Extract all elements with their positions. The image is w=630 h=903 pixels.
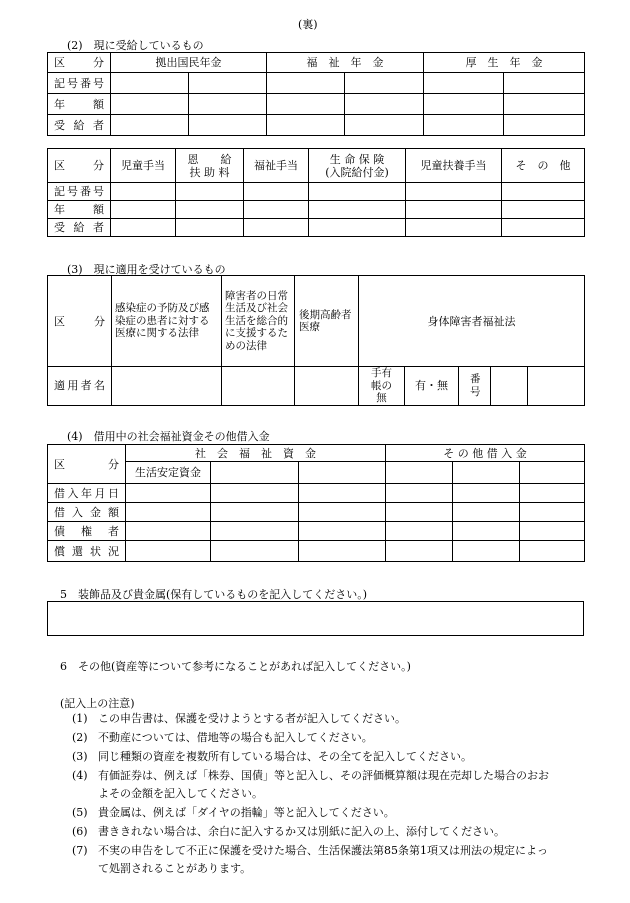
note-text: て処罰されることがあります。 bbox=[98, 862, 252, 875]
notes-title: (記入上の注意) bbox=[60, 697, 135, 710]
pension-header-employee: 厚 生 年 金 bbox=[424, 53, 585, 73]
note-text: 同じ種類の資産を複数所有している場合は、その全てを記入してください。 bbox=[98, 750, 472, 763]
allowance-table bbox=[47, 148, 585, 237]
note-item bbox=[72, 750, 472, 764]
pension-cell[interactable] bbox=[424, 115, 504, 136]
loan-cell[interactable] bbox=[520, 522, 585, 541]
note-item bbox=[72, 731, 373, 745]
pension-cell[interactable] bbox=[267, 94, 345, 115]
loan-cell[interactable] bbox=[126, 484, 211, 503]
pension-row-label: 受 給 者 bbox=[48, 115, 111, 136]
header-line: 生 命 保 険 bbox=[329, 152, 385, 166]
note-text: よその金額を記入してください。 bbox=[98, 787, 263, 800]
law-header-infectious: 感染症の予防及び感染症の患者に対する医療に関する法律 bbox=[112, 276, 222, 367]
law-header-elderly-medical: 後期高齢者医療 bbox=[295, 276, 359, 367]
handbook-label: 手有帳の無 bbox=[359, 367, 405, 406]
note-item bbox=[72, 806, 395, 820]
loan-row-label: 債 権 者 bbox=[48, 522, 126, 541]
note-number: (6) bbox=[72, 825, 88, 838]
loan-header-other: そ の 他 借 入 金 bbox=[386, 445, 585, 462]
law-cell[interactable] bbox=[295, 367, 359, 406]
pension-cell[interactable] bbox=[189, 94, 267, 115]
law-cell[interactable] bbox=[112, 367, 222, 406]
allowance-cell[interactable] bbox=[406, 201, 502, 219]
jewelry-input-box[interactable] bbox=[47, 601, 584, 636]
law-label-category: 区 分 bbox=[48, 276, 112, 367]
allowance-row-label: 記号番号 bbox=[48, 183, 111, 201]
note-text: 有価証券は、例えば「株券、国債」等と記入し、その評価概算額は現在売却した場合のおお bbox=[98, 769, 549, 782]
loan-cell[interactable] bbox=[453, 541, 520, 562]
law-header-disability-support: 障害者の日常生活及び社会生活を総合的に支援するための法律 bbox=[222, 276, 295, 367]
loan-cell[interactable] bbox=[211, 522, 299, 541]
loan-table bbox=[47, 444, 585, 562]
pension-row-label: 記号番号 bbox=[48, 73, 111, 94]
loan-cell[interactable] bbox=[299, 484, 386, 503]
loan-cell[interactable] bbox=[299, 462, 386, 484]
pension-cell[interactable] bbox=[345, 94, 424, 115]
handbook-yes-no[interactable]: 有・無 bbox=[405, 367, 459, 406]
pension-cell[interactable] bbox=[504, 73, 585, 94]
allowance-cell[interactable] bbox=[406, 183, 502, 201]
note-text: 貴金属は、例えば「ダイヤの指輪」等と記入してください。 bbox=[98, 806, 395, 819]
loan-cell[interactable] bbox=[386, 462, 453, 484]
loan-cell[interactable] bbox=[453, 522, 520, 541]
allowance-cell[interactable] bbox=[111, 201, 176, 219]
loan-cell[interactable] bbox=[453, 503, 520, 522]
loan-cell[interactable] bbox=[386, 503, 453, 522]
pension-cell[interactable] bbox=[111, 115, 189, 136]
loan-row-label: 借入金額 bbox=[48, 503, 126, 522]
loan-label-category: 区 分 bbox=[48, 445, 126, 484]
allowance-header-other: そ の 他 bbox=[502, 149, 585, 183]
note-number: (2) bbox=[72, 731, 88, 744]
allowance-row-label: 受 給 者 bbox=[48, 219, 111, 237]
allowance-header-life-insurance bbox=[309, 149, 406, 183]
allowance-cell[interactable] bbox=[244, 201, 309, 219]
loan-cell[interactable] bbox=[126, 541, 211, 562]
law-cell[interactable] bbox=[222, 367, 295, 406]
allowance-cell[interactable] bbox=[502, 183, 585, 201]
note-number: (7) bbox=[72, 844, 88, 857]
note-number: (1) bbox=[72, 712, 88, 725]
pension-header-welfare: 福 祉 年 金 bbox=[267, 53, 424, 73]
pension-table bbox=[47, 52, 585, 136]
loan-cell[interactable] bbox=[299, 503, 386, 522]
loan-cell[interactable] bbox=[386, 541, 453, 562]
loan-cell[interactable] bbox=[453, 484, 520, 503]
pension-cell[interactable] bbox=[424, 73, 504, 94]
loan-cell[interactable] bbox=[211, 462, 299, 484]
note-number: (3) bbox=[72, 750, 88, 763]
pension-cell[interactable] bbox=[189, 115, 267, 136]
loan-cell[interactable] bbox=[386, 484, 453, 503]
header-line: 恩 給 bbox=[187, 152, 232, 166]
pension-cell[interactable] bbox=[345, 73, 424, 94]
allowance-cell[interactable] bbox=[502, 219, 585, 237]
law-header-disability-welfare: 身体障害者福祉法 bbox=[359, 276, 585, 367]
note-continuation bbox=[98, 862, 251, 876]
pension-cell[interactable] bbox=[424, 94, 504, 115]
allowance-cell[interactable] bbox=[111, 219, 176, 237]
section-5-title: 5 装飾品及び貴金属(保有しているものを記入してください。) bbox=[60, 588, 368, 601]
loan-cell[interactable] bbox=[520, 541, 585, 562]
pension-cell[interactable] bbox=[504, 115, 585, 136]
pension-cell[interactable] bbox=[111, 73, 189, 94]
loan-cell[interactable] bbox=[211, 541, 299, 562]
law-row-label: 適用者名 bbox=[48, 367, 112, 406]
number-label: 番号 bbox=[459, 367, 491, 406]
loan-cell[interactable] bbox=[520, 503, 585, 522]
page-header: (裏) bbox=[298, 18, 318, 31]
section-4-title: (4) 借用中の社会福祉資金その他借入金 bbox=[67, 430, 270, 443]
header-line: (入院給付金) bbox=[325, 165, 389, 179]
section-3-title: (3) 現に適用を受けているもの bbox=[67, 263, 226, 276]
allowance-label-category: 区 分 bbox=[48, 149, 111, 183]
loan-cell[interactable] bbox=[126, 503, 211, 522]
allowance-cell[interactable] bbox=[244, 183, 309, 201]
allowance-cell[interactable] bbox=[502, 201, 585, 219]
allowance-cell[interactable] bbox=[111, 183, 176, 201]
loan-cell[interactable] bbox=[211, 503, 299, 522]
allowance-cell[interactable] bbox=[309, 201, 406, 219]
section-6-title: 6 その他(資産等について参考になることがあれば記入してください。) bbox=[60, 660, 411, 673]
note-continuation bbox=[98, 787, 263, 801]
allowance-header-child: 児童手当 bbox=[111, 149, 176, 183]
allowance-cell[interactable] bbox=[244, 219, 309, 237]
loan-cell[interactable] bbox=[386, 522, 453, 541]
note-number: (4) bbox=[72, 769, 88, 782]
allowance-cell[interactable] bbox=[176, 183, 244, 201]
allowance-header-child-rearing: 児童扶養手当 bbox=[406, 149, 502, 183]
pension-cell[interactable] bbox=[345, 115, 424, 136]
allowance-header-welfare: 福祉手当 bbox=[244, 149, 309, 183]
applicable-law-table bbox=[47, 275, 585, 406]
note-item bbox=[72, 844, 548, 858]
allowance-cell[interactable] bbox=[309, 219, 406, 237]
loan-subheader-living-stability: 生活安定資金 bbox=[126, 462, 211, 484]
note-text: この申告書は、保護を受けようとする者が記入してください。 bbox=[98, 712, 406, 725]
pension-cell[interactable] bbox=[189, 73, 267, 94]
loan-row-label: 償 還 状 況 bbox=[48, 541, 126, 562]
loan-header-social-welfare: 社 会 福 祉 資 金 bbox=[126, 445, 386, 462]
loan-cell[interactable] bbox=[211, 484, 299, 503]
loan-cell[interactable] bbox=[520, 462, 585, 484]
note-item bbox=[72, 769, 549, 783]
header-line: 扶 助 料 bbox=[189, 165, 230, 179]
allowance-cell[interactable] bbox=[176, 201, 244, 219]
pension-row-label: 年 額 bbox=[48, 94, 111, 115]
pension-cell[interactable] bbox=[111, 94, 189, 115]
loan-cell[interactable] bbox=[299, 541, 386, 562]
loan-cell[interactable] bbox=[299, 522, 386, 541]
pension-cell[interactable] bbox=[504, 94, 585, 115]
section-2-title: (2) 現に受給しているもの bbox=[67, 39, 204, 52]
loan-cell[interactable] bbox=[520, 484, 585, 503]
note-number: (5) bbox=[72, 806, 88, 819]
number-cell[interactable] bbox=[491, 367, 528, 406]
note-item bbox=[72, 825, 505, 839]
law-cell[interactable] bbox=[528, 367, 585, 406]
note-item bbox=[72, 712, 406, 726]
allowance-cell[interactable] bbox=[406, 219, 502, 237]
note-text: 不実の申告をして不正に保護を受けた場合、生活保護法第85条第1項又は刑法の規定によっ bbox=[98, 844, 548, 857]
allowance-cell[interactable] bbox=[309, 183, 406, 201]
pension-cell[interactable] bbox=[267, 115, 345, 136]
loan-cell[interactable] bbox=[126, 522, 211, 541]
note-text: 書ききれない場合は、余白に記入するか又は別紙に記入の上、添付してください。 bbox=[98, 825, 505, 838]
pension-label-category: 区 分 bbox=[48, 53, 111, 73]
pension-cell[interactable] bbox=[267, 73, 345, 94]
note-text: 不動産については、借地等の場合も記入してください。 bbox=[98, 731, 373, 744]
loan-cell[interactable] bbox=[453, 462, 520, 484]
allowance-row-label: 年 額 bbox=[48, 201, 111, 219]
pension-header-national: 拠出国民年金 bbox=[111, 53, 267, 73]
loan-row-label: 借入年月日 bbox=[48, 484, 126, 503]
allowance-header-onkyu bbox=[176, 149, 244, 183]
allowance-cell[interactable] bbox=[176, 219, 244, 237]
